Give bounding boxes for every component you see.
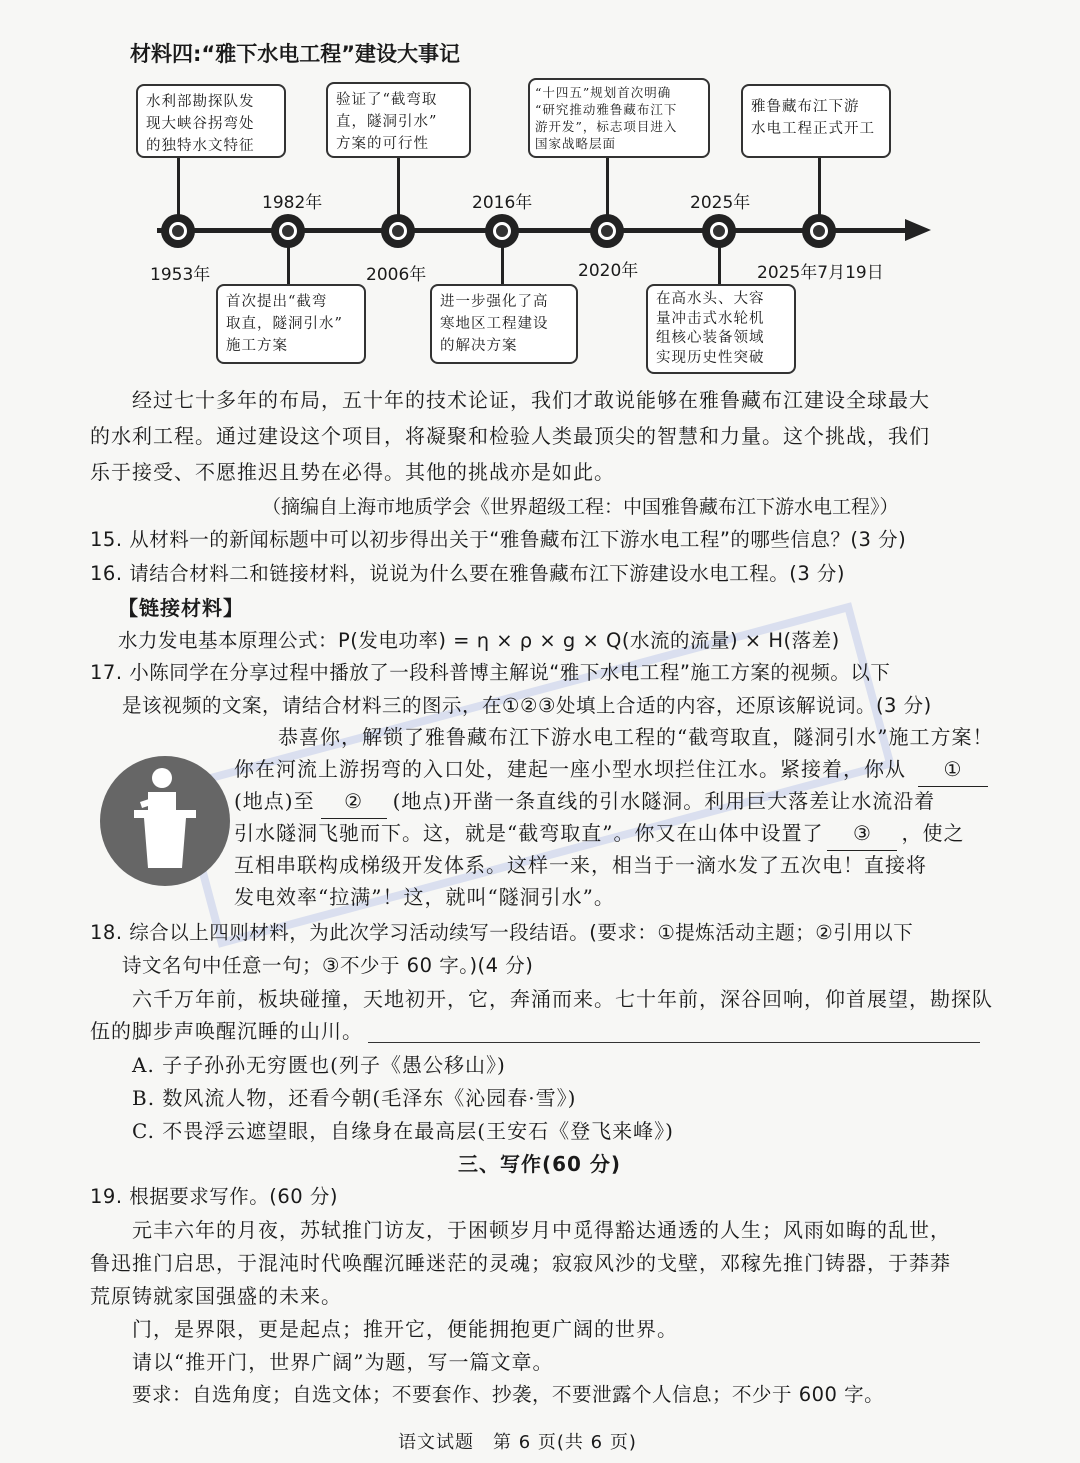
q17-script-line: 引水隧洞飞驰而下。这，就是“截弯取直”。你又在山体中设置了 ③ ，使之 <box>234 816 964 851</box>
timeline-arrow <box>905 219 931 241</box>
timeline-stem <box>606 158 609 216</box>
option-c: C. 不畏浮云遮望眼，自缘身在最高层(王安石《登飞来峰》) <box>132 1119 674 1143</box>
q19-requirements: 要求：自选角度；自选文体；不要套作、抄袭，不要泄露个人信息；不少于 600 字。 <box>132 1383 885 1406</box>
timeline-node-2006 <box>381 214 415 248</box>
material4-title: 材料四:“雅下水电工程”建设大事记 <box>130 42 461 66</box>
q17-script-line: 发电效率“拉满”！这，就叫“隧洞引水”。 <box>234 885 615 909</box>
blank-3: ③ <box>827 816 897 851</box>
timeline-year: 2006年 <box>366 265 427 285</box>
timeline-node-2016 <box>485 214 519 248</box>
timeline-stem <box>177 158 180 216</box>
blank-1: ① <box>918 752 988 787</box>
section-title: 三、写作(60 分) <box>458 1152 622 1176</box>
page-footer: 语文试题 第 6 页(共 6 页) <box>398 1432 637 1453</box>
material4-source: （摘编自上海市地质学会《世界超级工程：中国雅鲁藏布江下游水电工程》） <box>262 496 899 518</box>
option-a: A. 子子孙孙无穷匮也(列子《愚公移山》) <box>132 1053 506 1077</box>
q17-script-line: 恭喜你，解锁了雅鲁藏布江下游水电工程的“截弯取直，隧洞引水”施工方案！ <box>278 725 994 749</box>
option-b: B. 数风流人物，还看今朝(毛泽东《沁园春·雪》) <box>132 1086 577 1110</box>
timeline-stem <box>287 246 290 284</box>
link-material-title: 【链接材料】 <box>118 596 244 620</box>
q19-text: 请以“推开门，世界广阔”为题，写一篇文章。 <box>132 1350 554 1374</box>
q19-text: 鲁迅推门启思，于混沌时代唤醒沉睡迷茫的灵魂；寂寂风沙的戈壁，邓稼先推门铸器，于莽莽 <box>90 1251 951 1275</box>
timeline-stem <box>501 246 504 284</box>
question-19: 19. 根据要求写作。(60 分) <box>90 1185 338 1208</box>
event-box-2006: 验证了“截弯取 直，隧洞引水” 方案的可行性 <box>326 82 471 158</box>
material4-paragraph-line: 的水利工程。通过建设这个项目，将凝聚和检验人类最顶尖的智慧和力量。这个挑战，我们 <box>90 424 930 448</box>
timeline-node-1953 <box>161 214 195 248</box>
timeline-year: 1953年 <box>150 265 211 285</box>
timeline-node-2025-07-19 <box>802 214 836 248</box>
event-box-2025: 在高水头、大容 量冲击式水轮机 组核心装备领域 实现历史性突破 <box>646 284 796 374</box>
timeline-stem <box>818 158 821 216</box>
question-17-line: 17. 小陈同学在分享过程中播放了一段科普博主解说“雅下水电工程”施工方案的视频。以下 <box>90 661 891 684</box>
q17-script-line: 你在河流上游拐弯的入口处，建起一座小型水坝拦住江水。紧接着，你从 ① <box>234 752 988 787</box>
question-18-text: 伍的脚步声唤醒沉睡的山川。 <box>90 1019 363 1043</box>
timeline-node-1982 <box>271 214 305 248</box>
answer-line <box>368 1042 980 1043</box>
q19-text: 门，是界限，更是起点；推开它，便能拥抱更广阔的世界。 <box>132 1317 678 1341</box>
timeline-year: 2016年 <box>472 193 533 213</box>
event-box-2016: 进一步强化了高 寒地区工程建设 的解决方案 <box>430 284 578 364</box>
timeline-stem <box>397 158 400 216</box>
event-box-2025-07-19: 雅鲁藏布江下游 水电工程正式开工 <box>741 84 891 158</box>
timeline-stem <box>718 246 721 284</box>
material4-paragraph-line: 乐于接受、不愿推迟且势在必得。其他的挑战亦是如此。 <box>90 460 615 484</box>
blank-2: ② <box>321 784 387 819</box>
timeline-node-2025 <box>702 214 736 248</box>
question-18-line: 18. 综合以上四则材料，为此次学习活动续写一段结语。(要求：①提炼活动主题；②引用以下 <box>90 921 914 944</box>
question-15: 15. 从材料一的新闻标题中可以初步得出关于“雅鲁藏布江下游水电工程”的哪些信息？(3 分) <box>90 528 907 551</box>
timeline-year: 2020年 <box>578 261 639 281</box>
timeline-year: 1982年 <box>262 193 323 213</box>
event-box-1982: 首次提出“截弯 取直，隧洞引水” 施工方案 <box>216 284 366 364</box>
material4-paragraph-line: 经过七十多年的布局，五十年的技术论证，我们才敢说能够在雅鲁藏布江建设全球最大 <box>132 388 930 412</box>
question-18-line: 诗文名句中任意一句；③不少于 60 字。)(4 分) <box>122 954 534 977</box>
event-box-2020: “十四五”规划首次明确 “研究推动雅鲁藏布江下 游开发”，标志项目进入 国家战略层面 <box>528 78 710 158</box>
link-material-formula: 水力发电基本原理公式：P(发电功率) = η × ρ × g × Q(水流的流量) × H(落差) <box>118 629 840 652</box>
timeline-year: 2025年7月19日 <box>757 263 884 283</box>
question-17-line: 是该视频的文案，请结合材料三的图示，在①②③处填上合适的内容，还原该解说词。(3 分) <box>122 694 932 717</box>
q19-text: 荒原铸就家国强盛的未来。 <box>90 1284 342 1308</box>
q17-script-line: (地点)至 ② (地点)开凿一条直线的引水隧洞。利用巨大落差让水流沿着 <box>234 784 935 819</box>
question-16: 16. 请结合材料二和链接材料，说说为什么要在雅鲁藏布江下游建设水电工程。(3 分) <box>90 562 846 585</box>
timeline-node-2020 <box>590 214 624 248</box>
q19-text: 元丰六年的月夜，苏轼推门访友，于困顿岁月中觅得豁达通透的人生；风雨如晦的乱世， <box>132 1218 951 1242</box>
timeline-year: 2025年 <box>690 193 751 213</box>
speaker-podium-icon <box>100 756 230 886</box>
timeline-axis <box>157 228 907 233</box>
question-18-text: 六千万年前，板块碰撞，天地初开，它，奔涌而来。七十年前，深谷回响，仰首展望，勘探队 <box>132 987 993 1011</box>
event-box-1953: 水利部勘探队发 现大峡谷拐弯处 的独特水文特征 <box>136 84 286 158</box>
q17-script-line: 互相串联构成梯级开发体系。这样一来，相当于一滴水发了五次电！直接将 <box>234 853 927 877</box>
